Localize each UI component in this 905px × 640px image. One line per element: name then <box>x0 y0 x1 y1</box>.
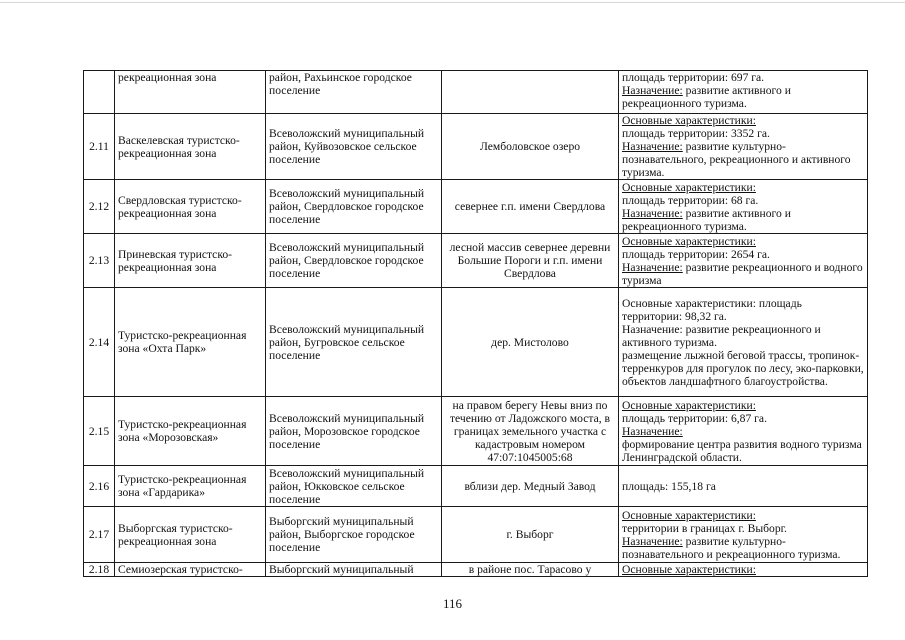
row-number: 2.14 <box>84 288 115 397</box>
zone-name: Васкелевская туристско-рекреационная зона <box>115 114 266 180</box>
characteristic-text: площадь территории: 697 га. <box>622 71 765 84</box>
zone-name: Приневская туристско-рекреационная зона <box>115 234 266 288</box>
zone-characteristics <box>619 397 868 466</box>
zone-name: Туристско-рекреационная зона «Гардарика» <box>115 466 266 507</box>
characteristic-heading: Основные характеристики: <box>622 180 756 194</box>
characteristic-heading: Назначение: <box>622 424 683 438</box>
characteristic-text: развитие культурно-познавательного, рекреационного и активного туризма. <box>622 140 851 179</box>
zone-name: Семиозерская туристско- <box>115 563 266 577</box>
zone-characteristics <box>619 180 868 234</box>
characteristic-heading: Основные характеристики: <box>622 234 756 248</box>
zone-location: на правом берегу Невы вниз по течению от Ладожского моста, в границах земельного участка с кадастровым номером 47:07:1045005:68 <box>442 397 619 466</box>
table-row <box>84 234 868 288</box>
zone-characteristics <box>619 71 868 114</box>
zone-district: район, Рахьинское городское поселение <box>266 71 442 114</box>
characteristic-text: Основные характеристики: площадь территории: 98,32 га. <box>622 296 802 323</box>
characteristic-line <box>622 140 864 179</box>
table-row <box>84 71 868 114</box>
table-row <box>84 563 868 577</box>
characteristic-line <box>622 399 864 412</box>
zone-location <box>442 71 619 114</box>
zone-name: Туристско-рекреационная зона «Охта Парк» <box>115 288 266 397</box>
zone-district: Выборгский муниципальный <box>266 563 442 577</box>
characteristic-line <box>622 297 864 323</box>
page-top-edge <box>0 2 905 3</box>
zone-district: Всеволожский муниципальный район, Бугровское сельское поселение <box>266 288 442 397</box>
zone-characteristics <box>619 466 868 507</box>
characteristic-text: развитие активного и рекреационного туризма. <box>622 84 791 110</box>
table-row <box>84 507 868 563</box>
characteristic-text: размещение лыжной беговой трассы, тропинок-терренкуров для прогулок по лесу, эко-парковки, объектов ландшафтного благоустройства. <box>622 348 864 388</box>
characteristic-line <box>622 563 864 576</box>
table-row <box>84 466 868 507</box>
row-number: 2.15 <box>84 397 115 466</box>
zone-characteristics <box>619 288 868 397</box>
zone-district: Всеволожский муниципальный район, Юкковское сельское поселение <box>266 466 442 507</box>
zones-table-body <box>84 71 868 577</box>
characteristic-line <box>622 480 864 493</box>
zone-district: Выборгский муниципальный район, Выборгское городское поселение <box>266 507 442 563</box>
zone-location: лесной массив севернее деревни Большие Пороги и г.п. имени Свердлова <box>442 234 619 288</box>
zone-name: Выборгская туристско-рекреационная зона <box>115 507 266 563</box>
characteristic-text: развитие активного и рекреационного туризма. <box>622 206 791 233</box>
row-number: 2.11 <box>84 114 115 180</box>
characteristic-text: площадь: 155,18 га <box>622 479 716 493</box>
characteristic-line <box>622 425 864 438</box>
characteristic-line <box>622 71 864 84</box>
characteristic-line <box>622 181 864 194</box>
characteristic-heading: Основные характеристики: <box>622 563 756 576</box>
zone-district: Всеволожский муниципальный район, Свердловское городское поселение <box>266 180 442 234</box>
zone-district: Всеволожский муниципальный район, Свердловское городское поселение <box>266 234 442 288</box>
characteristic-line <box>622 535 864 561</box>
characteristic-line <box>622 509 864 522</box>
characteristic-line <box>622 261 864 287</box>
row-number: 2.17 <box>84 507 115 563</box>
page-number: 116 <box>442 596 463 611</box>
characteristic-line <box>622 412 864 425</box>
characteristic-line <box>622 194 864 207</box>
characteristic-text: площадь территории: 2654 га. <box>622 247 770 261</box>
zone-characteristics <box>619 114 868 180</box>
characteristic-line <box>622 84 864 110</box>
zone-district: Всеволожский муниципальный район, Морозовское городское поселение <box>266 397 442 466</box>
zone-district: Всеволожский муниципальный район, Куйвозовское сельское поселение <box>266 114 442 180</box>
zone-characteristics <box>619 507 868 563</box>
table-row <box>84 397 868 466</box>
zone-location: в районе пос. Тарасово у <box>442 563 619 577</box>
characteristic-text: площадь территории: 68 га. <box>622 193 759 207</box>
characteristic-text: площадь территории: 6,87 га. <box>622 411 767 425</box>
characteristic-text: развитие рекреационного и водного туризма <box>622 260 863 287</box>
characteristic-line <box>622 522 864 535</box>
zone-name: Туристско-рекреационная зона «Морозовская» <box>115 397 266 466</box>
characteristic-heading: Назначение: <box>622 206 683 220</box>
row-number <box>84 71 115 114</box>
zone-location: Лемболовское озеро <box>442 114 619 180</box>
characteristic-heading: Основные характеристики: <box>622 114 756 127</box>
characteristic-heading: Назначение: <box>622 260 683 274</box>
characteristic-heading: Назначение: <box>622 534 683 548</box>
row-number: 2.18 <box>84 563 115 577</box>
table-row <box>84 180 868 234</box>
row-number: 2.16 <box>84 466 115 507</box>
table-row <box>84 288 868 397</box>
characteristic-text: Назначение: развитие рекреационного и активного туризма. <box>622 322 821 349</box>
table-row <box>84 114 868 180</box>
characteristic-heading: Назначение: <box>622 84 683 97</box>
characteristic-line <box>622 207 864 233</box>
characteristic-text: формирование центра развития водного туризма Ленинградской области. <box>622 437 862 464</box>
zone-location: севернее г.п. имени Свердлова <box>442 180 619 234</box>
zones-table <box>83 70 868 577</box>
characteristic-heading: Основные характеристики: <box>622 398 756 412</box>
row-number: 2.13 <box>84 234 115 288</box>
zone-location: вблизи дер. Медный Завод <box>442 466 619 507</box>
row-number: 2.12 <box>84 180 115 234</box>
characteristic-line <box>622 323 864 349</box>
zone-characteristics <box>619 234 868 288</box>
zone-location: дер. Мистолово <box>442 288 619 397</box>
characteristic-line <box>622 114 864 127</box>
characteristic-line <box>622 127 864 140</box>
zone-name: Свердловская туристско-рекреационная зона <box>115 180 266 234</box>
characteristic-line <box>622 349 864 388</box>
characteristic-line <box>622 235 864 248</box>
zone-characteristics <box>619 563 868 577</box>
characteristic-text: площадь территории: 3352 га. <box>622 127 770 140</box>
characteristic-text: развитие культурно-познавательного и рекреационного туризма. <box>622 534 841 561</box>
zone-name: рекреационная зона <box>115 71 266 114</box>
characteristic-heading: Основные характеристики: <box>622 508 756 522</box>
characteristic-line <box>622 438 864 464</box>
characteristic-heading: Назначение: <box>622 140 683 153</box>
characteristic-line <box>622 248 864 261</box>
zone-location: г. Выборг <box>442 507 619 563</box>
characteristic-text: территории в границах г. Выборг. <box>622 521 787 535</box>
